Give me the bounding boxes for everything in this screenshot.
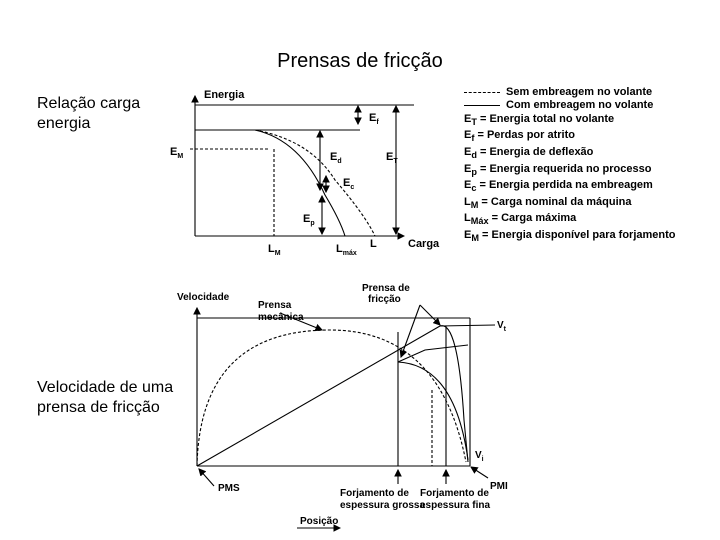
pmi-label: PMI — [490, 481, 508, 492]
mechanical-press-label-1: Prensa — [258, 300, 292, 311]
thin-forging-label-2: espessura fina — [420, 500, 491, 511]
load-axis-label: Carga — [408, 238, 440, 250]
legend-item: $E_p$ = Energia requerida no processo — [464, 162, 652, 177]
thin-forging-label-1: Forjamento de — [420, 488, 489, 499]
thick-forging-label-2: espessura grossa — [340, 500, 426, 511]
legend-item: Sem embreagem no volante — [464, 86, 676, 99]
lmax-label: $L_{máx}$ — [336, 243, 357, 257]
legend-item: $E_T$ = Energia total no volante — [464, 112, 615, 127]
ed-label: $E_d$ — [330, 151, 342, 165]
label-friction-velocity: Velocidade de uma prensa de fricção — [37, 379, 174, 416]
lm-label: $L_M$ — [268, 243, 281, 257]
friction-press-label-1: Prensa de — [362, 283, 410, 294]
energy-axis-label: Energia — [204, 89, 245, 101]
friction-branch-lower — [398, 362, 468, 460]
mechanical-press-label-2: mecânica — [258, 312, 304, 323]
legend-item: $L_{Máx}$ = Carga máxima — [464, 212, 577, 227]
friction-press-label-2: fricção — [368, 294, 401, 305]
ep-label: $E_p$ — [303, 213, 315, 227]
ef-label: $E_f$ — [369, 112, 379, 126]
position-label: Posição — [300, 516, 339, 527]
vi-label: $V_i$ — [475, 450, 484, 463]
legend-item: $E_c$ = Energia perdida na embreagem — [464, 179, 653, 194]
pms-label: PMS — [218, 483, 240, 494]
thick-forging-label-1: Forjamento de — [340, 488, 409, 499]
legend-item: $E_d$ = Energia de deflexão — [464, 146, 594, 161]
slide-title: Prensas de fricção — [277, 50, 443, 72]
velocity-axis-label: Velocidade — [177, 292, 230, 303]
legend-item: $L_M$ = Carga nominal da máquina — [464, 195, 632, 210]
l-label: L — [370, 238, 377, 250]
em-label: $E_M$ — [170, 146, 184, 160]
label-energy-load: Relação carga energia — [37, 95, 141, 132]
legend-item: Com embreagem no volante — [464, 99, 676, 112]
et-label: $E_T$ — [386, 151, 398, 165]
legend-item: $E_f$ = Perdas por atrito — [464, 129, 575, 144]
legend-item: $E_M$ = Energia disponível para forjamento — [464, 228, 676, 244]
friction-press-line — [197, 326, 440, 466]
ec-label: $E_c$ — [343, 177, 355, 191]
vt-label: $V_t$ — [497, 320, 507, 333]
